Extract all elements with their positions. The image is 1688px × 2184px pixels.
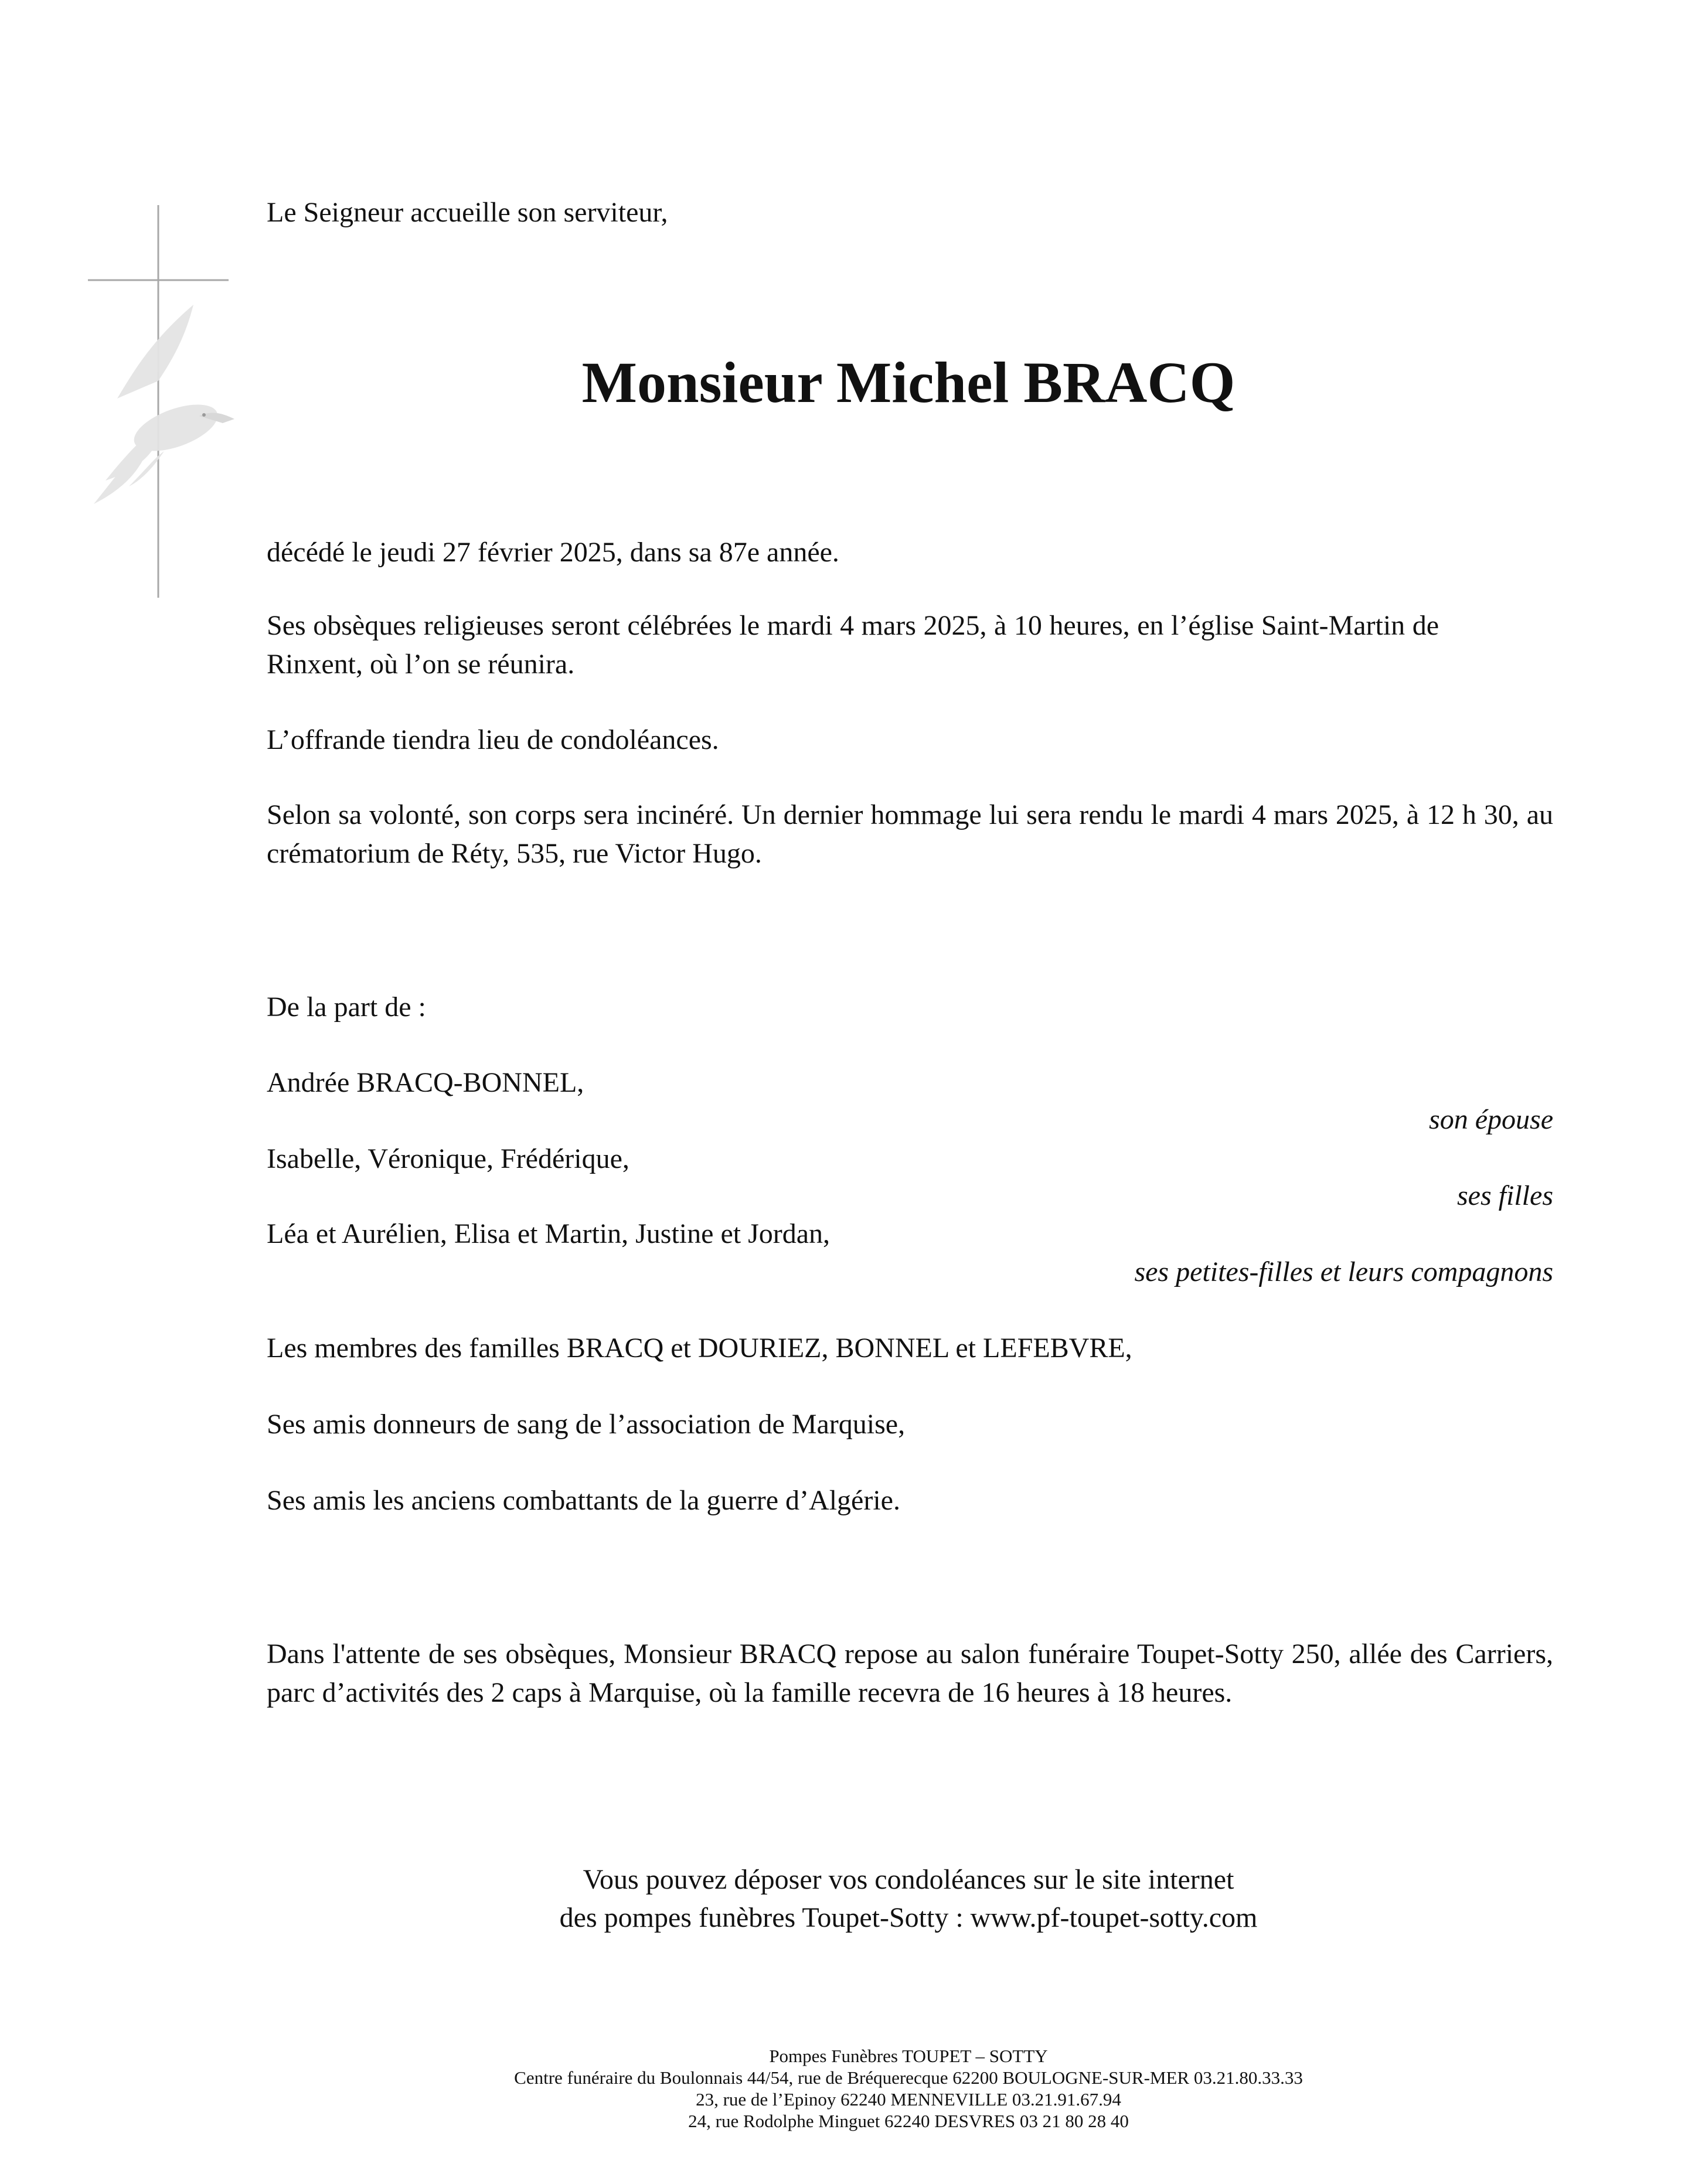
funeral-paragraph: Ses obsèques religieuses seront célébrées le mardi 4 mars 2025, à 10 heures, en l’église Saint-Martin de Rinxent, où l’on se réunira. (267, 610, 1439, 680)
deceased-date-line: décédé le jeudi 27 février 2025, dans sa 87e année. (267, 537, 839, 568)
funeral-home-footer (0, 2045, 1688, 2132)
footer-line: Pompes Funèbres TOUPET – SOTTY (769, 2046, 1048, 2066)
footer-line: Centre funéraire du Boulonnais 44/54, rue de Bréquerecque 62200 BOULOGNE-SUR-MER 03.21.80.33.33 (514, 2067, 1303, 2088)
condolences-line: Vous pouvez déposer vos condoléances sur le site internet (583, 1864, 1234, 1895)
family-names: Andrée BRACQ-BONNEL, (267, 1067, 584, 1098)
from-label: De la part de : (267, 992, 426, 1023)
other-mourners-line: Ses amis les anciens combattants de la guerre d’Algérie. (267, 1485, 900, 1516)
family-relation: ses petites-filles et leurs compagnons (1134, 1256, 1553, 1287)
footer-line: 23, rue de l’Epinoy 62240 MENNEVILLE 03.21.91.67.94 (696, 2089, 1121, 2110)
condolences-line: des pompes funèbres Toupet-Sotty : www.pf-toupet-sotty.com (559, 1902, 1258, 1933)
footer-line: 24, rue Rodolphe Minguet 62240 DESVRES 03 21 80 28 40 (688, 2111, 1129, 2131)
family-names: Léa et Aurélien, Elisa et Martin, Justine et Jordan, (267, 1218, 831, 1249)
other-mourners-line: Ses amis donneurs de sang de l’association de Marquise, (267, 1409, 906, 1440)
family-names: Isabelle, Véronique, Frédérique, (267, 1143, 629, 1174)
other-mourners-line: Les membres des familles BRACQ et DOURIEZ, BONNEL et LEFEBVRE, (267, 1333, 1132, 1364)
offering-line: L’offrande tiendra lieu de condoléances. (267, 724, 719, 755)
family-relation: ses filles (1457, 1180, 1553, 1211)
cremation-paragraph: Selon sa volonté, son corps sera incinéré. Un dernier hommage lui sera rendu le mardi 4 mars 2025, à 12 h 30, au crématorium de Réty, 535, rue Victor Hugo. (267, 799, 1553, 869)
family-relation: son épouse (1429, 1104, 1553, 1135)
deceased-name-title: Monsieur Michel BRACQ (581, 350, 1236, 415)
wake-paragraph: Dans l'attente de ses obsèques, Monsieur BRACQ repose au salon funéraire Toupet-Sotty 250, allée des Carriers, parc d’activités des 2 caps à Marquise, où la famille recevra de 16 heures à 18 heures. (267, 1638, 1553, 1708)
opening-line: Le Seigneur accueille son serviteur, (267, 197, 668, 228)
